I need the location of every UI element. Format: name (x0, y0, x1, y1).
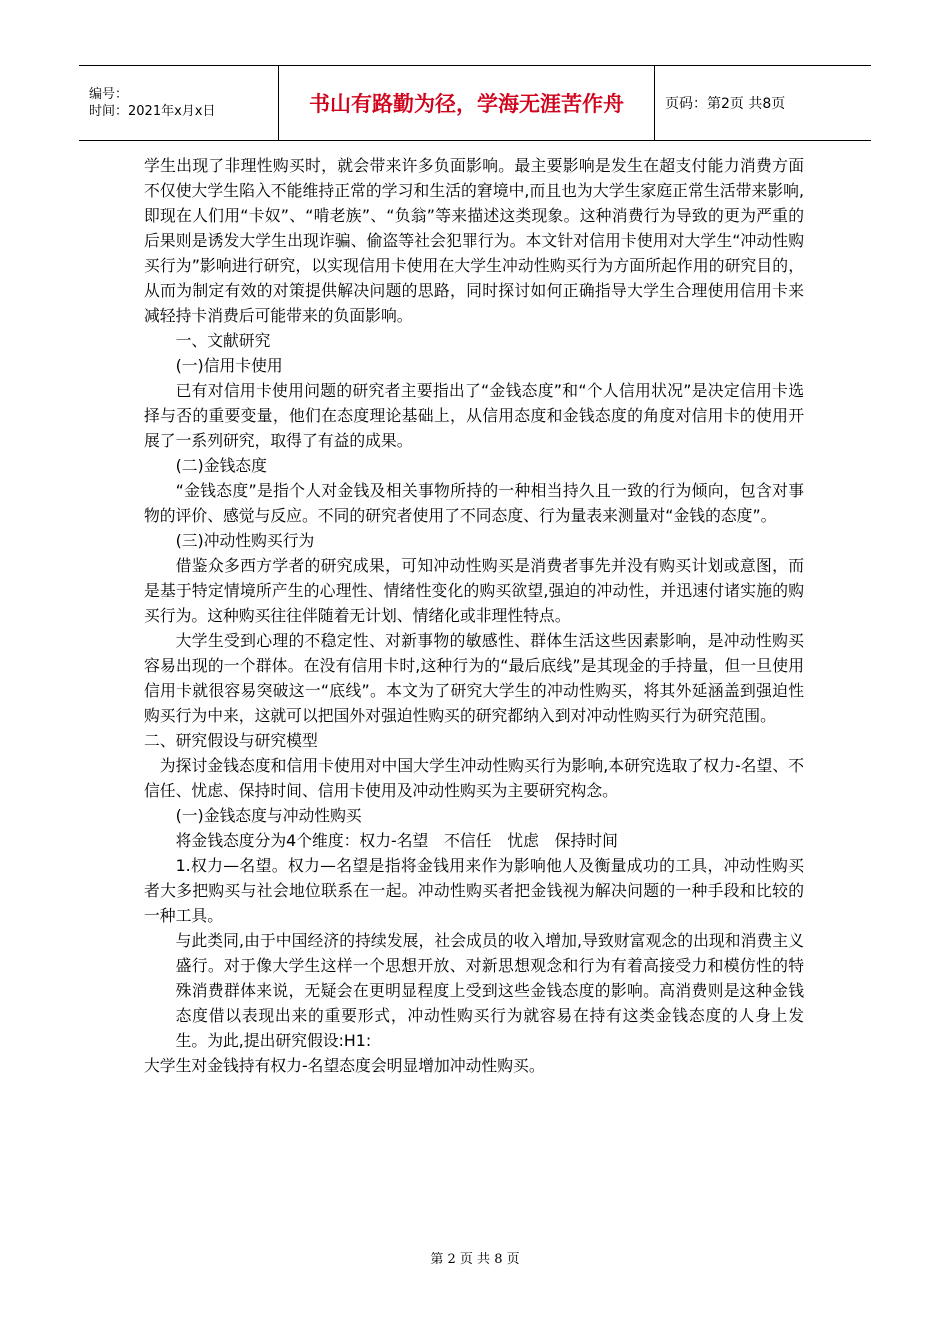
page-header (79, 65, 871, 141)
paragraph: “金钱态度”是指个人对金钱及相关事物所持的一种相当持久且一致的行为倾向，包含对事物的评价、感觉与反应。不同的研究者使用了不同态度、行为量表来测量对“金钱的态度”。 (144, 481, 804, 525)
section-heading: 一、文献研究 (175, 331, 271, 350)
paragraph: 为探讨金钱态度和信用卡使用对中国大学生冲动性购买行为影响,本研究选取了权力-名望、不信任、忧虑、保持时间、信用卡使用及冲动性购买为主要研究构念。 (144, 756, 804, 800)
paragraph: 将金钱态度分为4个维度：权力-名望 不信任 忧虑 保持时间 (175, 831, 618, 850)
paragraph: 学生出现了非理性购买时，就会带来许多负面影响。最主要影响是发生在超支付能力消费方面不仅使大学生陷入不能维持正常的学习和生活的窘境中,而且也为大学生家庭正常生活带来影响,即现在人们用“卡奴”、“啃老族”、“负翁”等来描述这类现象。这种消费行为导致的更为严重的后果则是诱发大学生出现诈骗、偷盗等社会犯罪行为。本文针对信用卡使用对大学生“冲动性购买行为”影响进行研究，以实现信用卡使用在大学生冲动性购买行为方面所起作用的研究目的，从而为制定有效的对策提供解决问题的思路，同时探讨如何正确指导大学生合理使用信用卡来减轻持卡消费后可能带来的负面影响。 (144, 156, 804, 325)
document-time-label: 时间：2021年x月x日 (89, 104, 216, 119)
header-page-code: 页码：第2页 共8页 (665, 96, 786, 112)
subsection-heading: (一)信用卡使用 (175, 356, 283, 375)
header-motto: 书山有路勤为径，学海无涯苦作舟 (279, 66, 655, 140)
paragraph: 与此类同,由于中国经济的持续发展，社会成员的收入增加,导致财富观念的出现和消费主义盛行。对于像大学生这样一个思想开放、对新思想观念和行为有着高接受力和模仿性的特殊消费群体来说，无疑会在更明显程度上受到这些金钱态度的影响。高消费则是这种金钱态度借以表现出来的重要形式，冲动性购买行为就容易在持有这类金钱态度的人身上发生。为此,提出研究假设:H1: (175, 931, 804, 1050)
paragraph: 大学生对金钱持有权力-名望态度会明显增加冲动性购买。 (144, 1056, 545, 1075)
document-number-label: 编号： (89, 87, 129, 102)
subsection-heading: (一)金钱态度与冲动性购买 (175, 806, 362, 825)
paragraph: 大学生受到心理的不稳定性、对新事物的敏感性、群体生活这些因素影响，是冲动性购买容易出现的一个群体。在没有信用卡时,这种行为的“最后底线”是其现金的手持量，但一旦使用信用卡就很容易突破这一“底线”。本文为了研究大学生的冲动性购买，将其外延涵盖到强迫性购买行为中来，这就可以把国外对强迫性购买的研究都纳入到对冲动性购买行为研究范围。 (144, 631, 804, 725)
subsection-heading: (三)冲动性购买行为 (175, 531, 315, 550)
paragraph: 已有对信用卡使用问题的研究者主要指出了“金钱态度”和“个人信用状况”是决定信用卡选择与否的重要变量，他们在态度理论基础上，从信用态度和金钱态度的角度对信用卡的使用开展了一系列研究，取得了有益的成果。 (144, 381, 804, 450)
page-footer: 第 2 页 共 8 页 (430, 1252, 520, 1267)
paragraph: 1.权力—名望。权力—名望是指将金钱用来作为影响他人及衡量成功的工具，冲动性购买者大多把购买与社会地位联系在一起。冲动性购买者把金钱视为解决问题的一种手段和比较的一种工具。 (144, 856, 804, 925)
document-body (144, 153, 804, 1078)
paragraph: 借鉴众多西方学者的研究成果，可知冲动性购买是消费者事先并没有购买计划或意图，而是基于特定情境所产生的心理性、情绪性变化的购买欲望,强迫的冲动性，并迅速付诸实施的购买行为。这种购买往往伴随着无计划、情绪化或非理性特点。 (144, 556, 804, 625)
header-meta (79, 66, 279, 140)
subsection-heading: (二)金钱态度 (175, 456, 267, 475)
section-heading: 二、研究假设与研究模型 (144, 731, 318, 750)
